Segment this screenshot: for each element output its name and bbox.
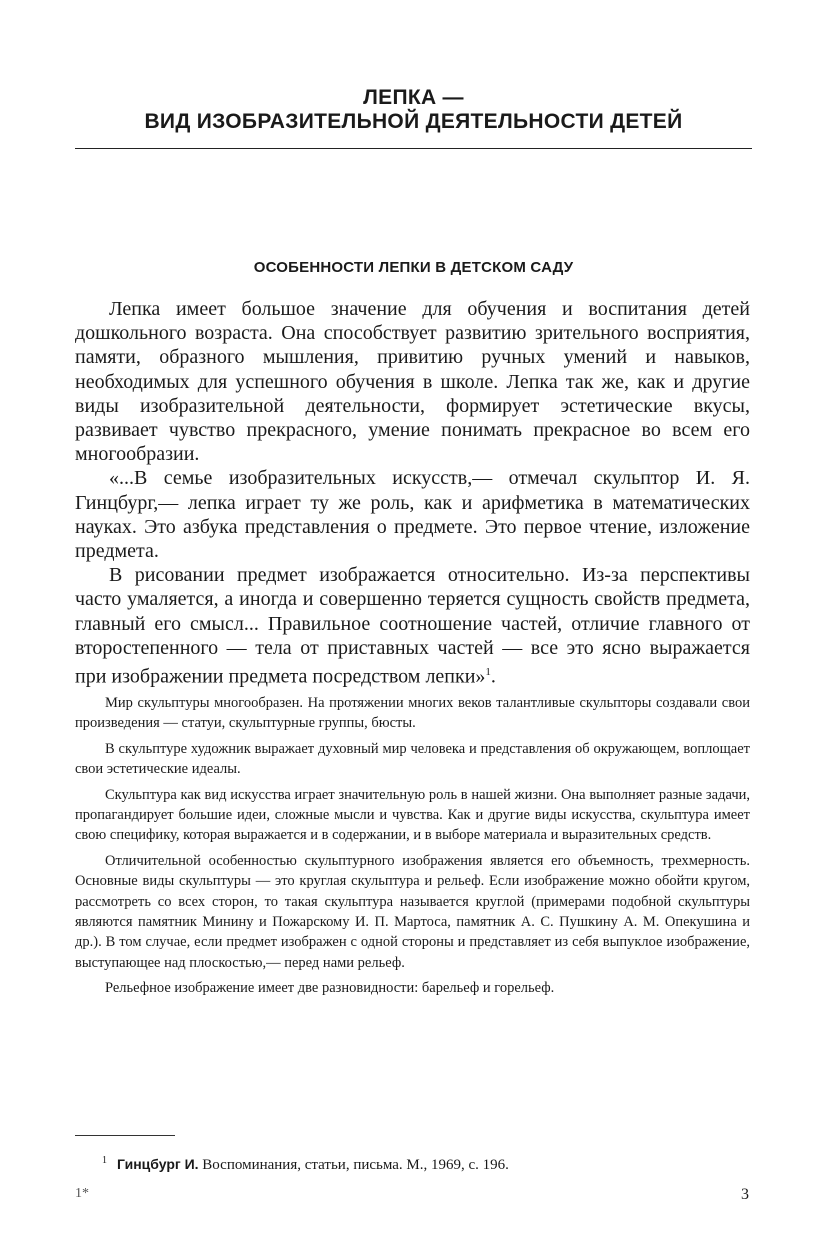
chapter-title-line-2: ВИД ИЗОБРАЗИТЕЛЬНОЙ ДЕЯТЕЛЬНОСТИ ДЕТЕЙ: [144, 110, 683, 133]
main-text-block: [75, 297, 750, 689]
small-paragraph: Мир скульптуры многообразен. На протяжении многих веков талантливые скульпторы создавали свои произведения — статуи, скульптурные группы, бюсты.: [75, 695, 750, 732]
main-paragraph: В рисовании предмет изображается относительно. Из-за перспективы часто умаляется, а иногда и совершенно теряется сущность свойств предмета, главный его смысл... Правильное соотношение частей, отличие главного от второстепенного — тела от приставных частей — все это ясно выражается при изображении предмета посредством лепки»$^1$.: [75, 564, 750, 688]
chapter-title: [75, 86, 752, 134]
small-paragraph: Отличительной особенностью скульптурного изображения является его объемность, трехмерность. Основные виды скульптуры — это круглая скульптура и рельеф. Если изображение можно обойти кругом, рассмотреть со всех сторон, то такая скульптура называется круглой (примерами подобной скульптуры являются памятник Минину и Пожарскому И. П. Мартоса, памятник А. С. Пушкину А. М. Опекушина и др.). В том случае, если предмет изображен с одной стороны и представляет из себя выпуклое изображение, выступающее над плоскостью,— перед нами рельеф.: [75, 852, 750, 971]
footnote-text: Воспоминания, статьи, письма. М., 1969, с. 196.: [202, 1157, 509, 1173]
main-paragraph: «...В семье изобразительных искусств,— отмечал скульптор И. Я. Гинцбург,— лепка играет ту же роль, как и арифметика в математических науках. Это азбука представления о предмете. Это первое чтение, изложение предмета.: [75, 467, 750, 563]
title-divider: [75, 148, 752, 149]
footnote: [102, 1151, 702, 1175]
footnote-reference: 1: [485, 666, 491, 679]
small-paragraph: Рельефное изображение имеет две разновидности: барельеф и горельеф.: [105, 980, 555, 997]
small-text-block: [75, 693, 750, 1004]
printer-signature-mark: 1*: [75, 1186, 89, 1201]
footnote-divider: [75, 1135, 175, 1136]
section-heading: ОСОБЕННОСТИ ЛЕПКИ В ДЕТСКОМ САДУ: [253, 259, 574, 276]
small-paragraph: Скульптура как вид искусства играет значительную роль в нашей жизни. Она выполняет разные задачи, пропагандирует большие идеи, сложные мысли и чувства. Как и другие виды искусства, скульптура имеет свою специфику, которая выражается и в содержании, и в выборе материала и выразительных средств.: [75, 786, 750, 844]
page-number: 3: [741, 1186, 749, 1203]
small-paragraph: В скульптуре художник выражает духовный мир человека и представления об окружающем, воплощает свои эстетические идеалы.: [75, 740, 750, 778]
chapter-title-line-1: ЛЕПКА —: [363, 86, 464, 109]
footnote-author: Гинцбург И.: [117, 1156, 199, 1172]
main-paragraph: Лепка имеет большое значение для обучения и воспитания детей дошкольного возраста. Она способствует развитию зрительного восприятия, памяти, образного мышления, привитию ручных умений и навыков, необходимых для успешного обучения в школе. Лепка так же, как и другие виды изобразительной деятельности, формирует эстетические вкусы, развивает чувство прекрасного, умение понимать прекрасное во всем его многообразии.: [75, 298, 750, 466]
main-paragraph-text: В рисовании предмет изображается относительно. Из-за перспективы часто умаляется, а иногда и совершенно теряется сущность свойств предмета, главный его смысл... Правильное соотношение частей, отличие главного от второстепенного — тела от приставных частей — все это ясно выражается при изображении предмета посредством лепки»: [75, 564, 750, 688]
footnote-mark: 1: [102, 1155, 107, 1166]
